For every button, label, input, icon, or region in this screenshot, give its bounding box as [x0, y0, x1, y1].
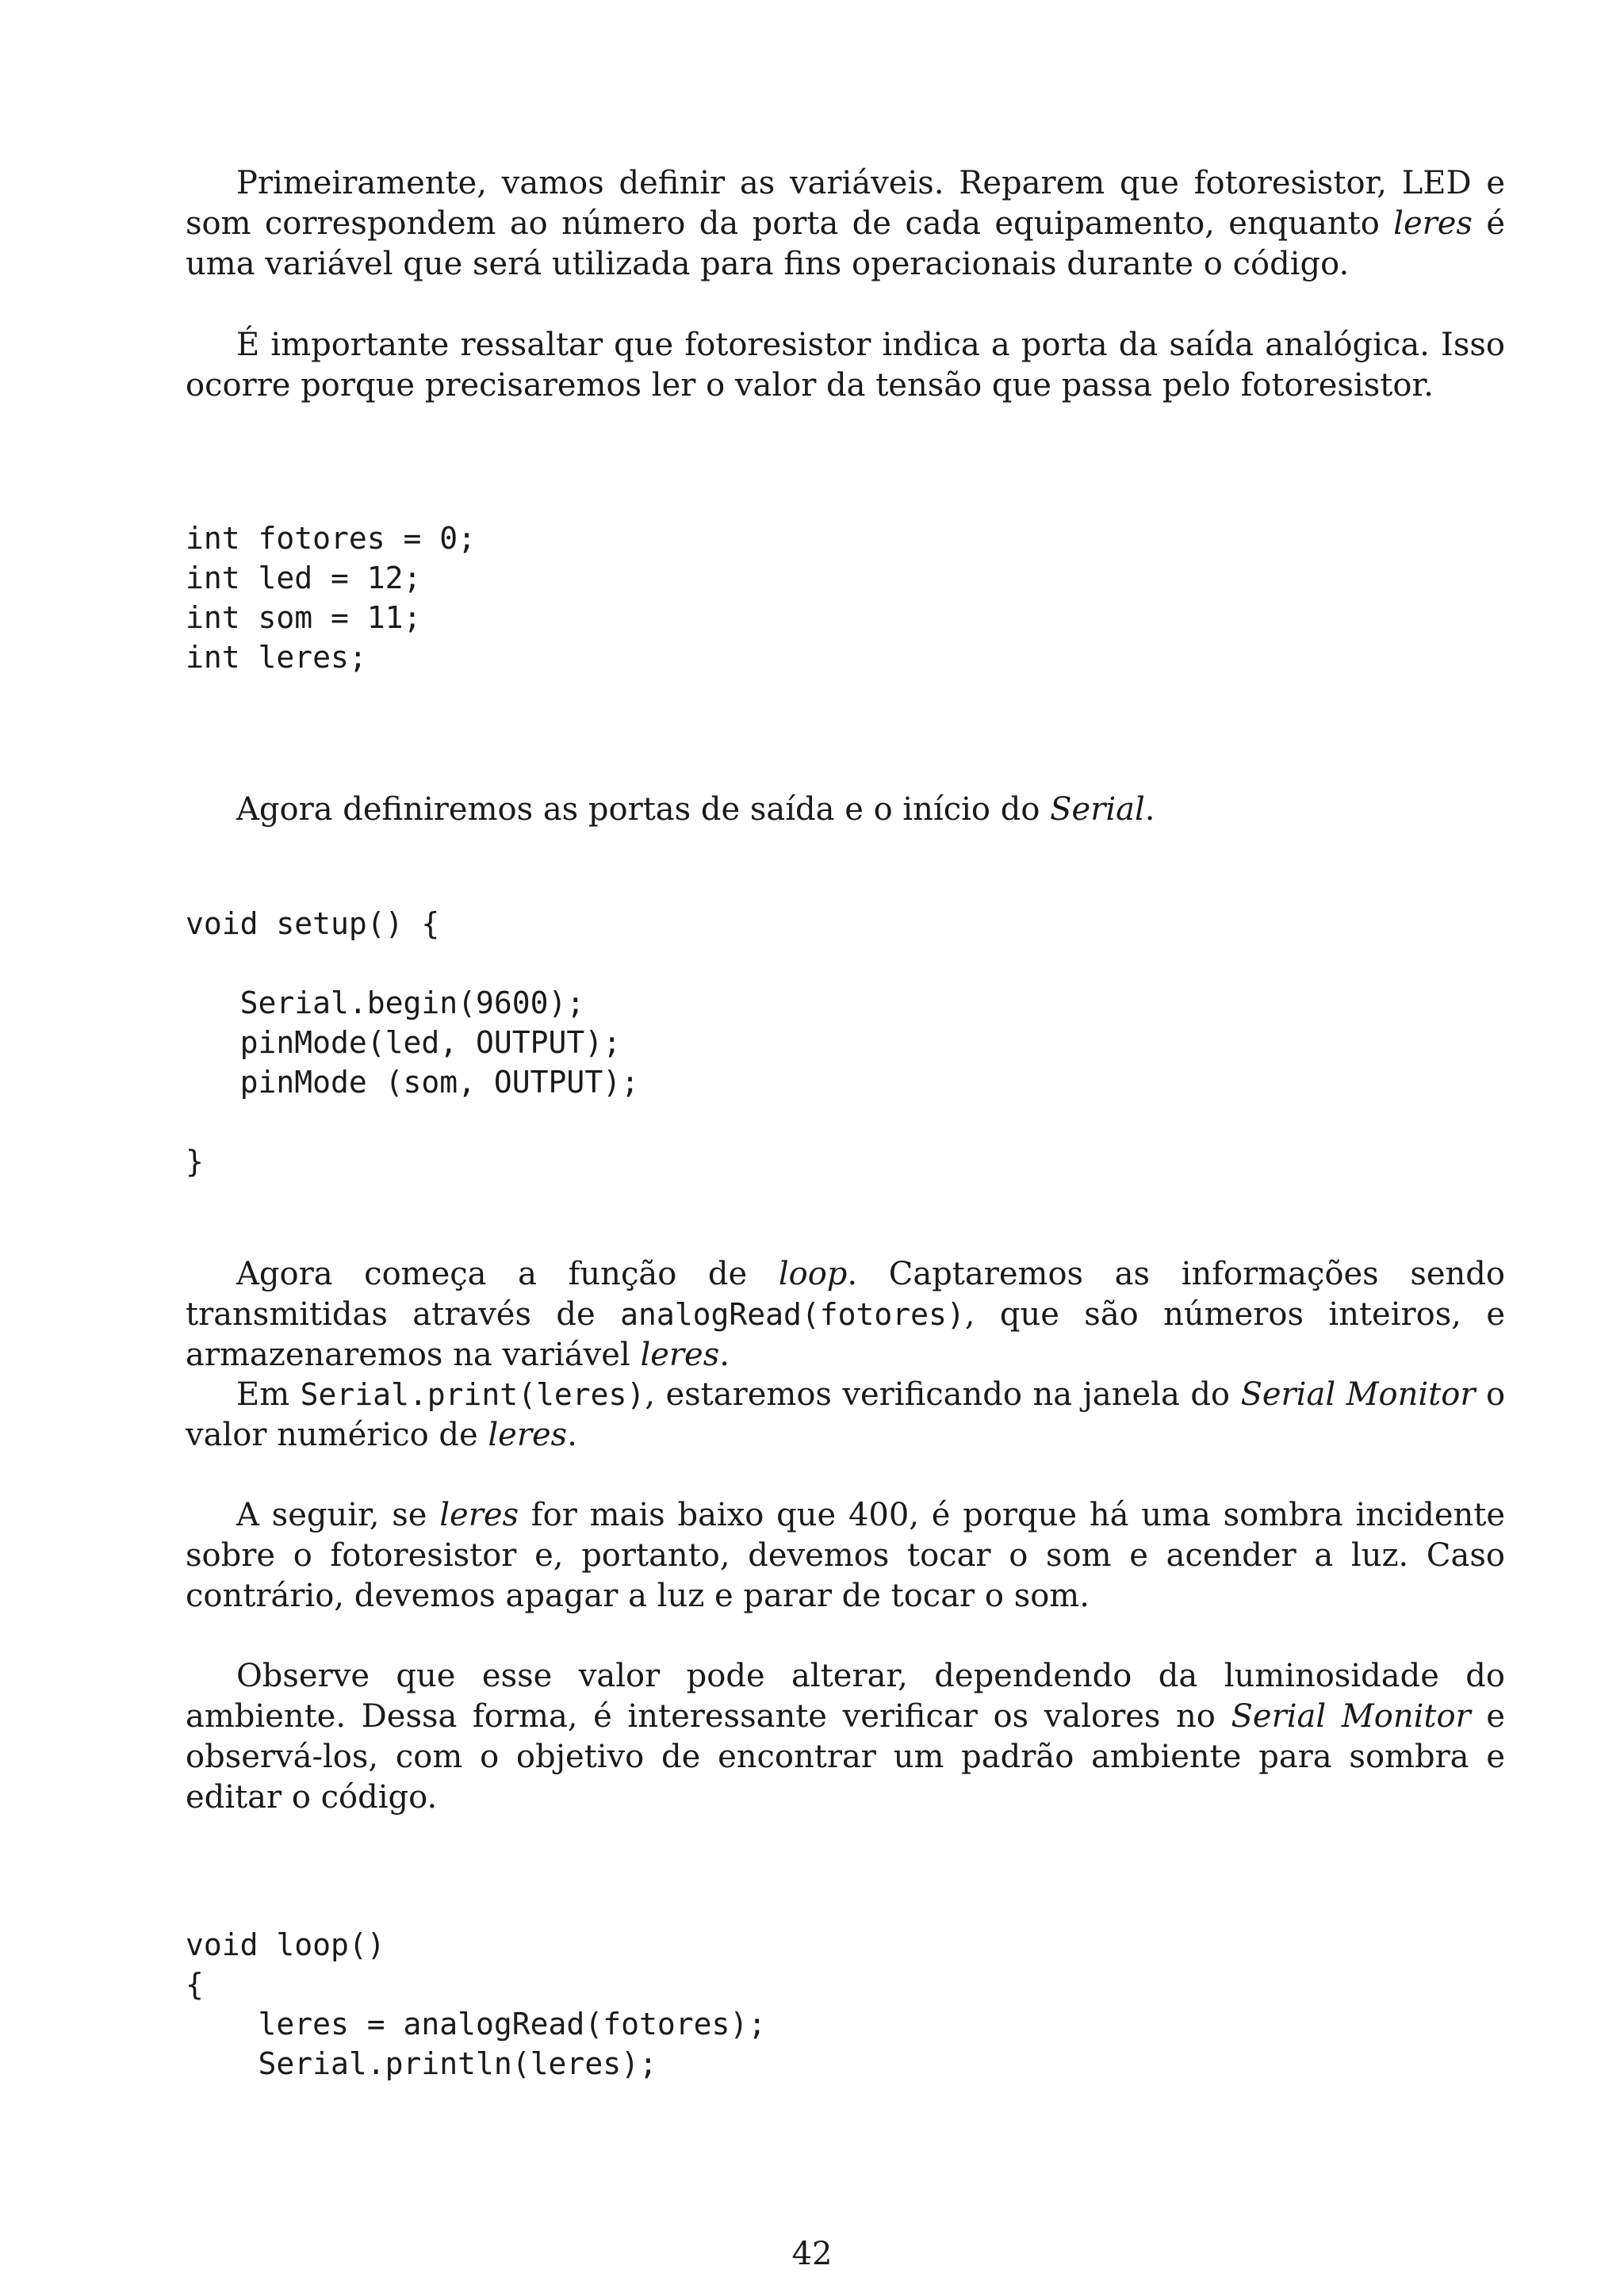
- text: .: [567, 1417, 577, 1453]
- paragraph-observe: [186, 1656, 1505, 1818]
- code-block-setup: void setup() { Serial.begin(9600); pinMode(led, OUTPUT); pinMode (som, OUTPUT); }: [186, 906, 639, 1179]
- inline-code: analogRead(fotores): [620, 1297, 965, 1332]
- code-block-loop: void loop() { leres = analogRead(fotores); Serial.println(leres);: [186, 1927, 767, 2081]
- emphasis: Serial: [1050, 791, 1145, 828]
- text: Primeiramente, vamos definir as variáveis. Reparem que fotoresistor, LED e som correspondem ao número da porta de cada equipamento, enquanto: [186, 165, 1505, 242]
- text: for mais baixo que 400, é porque há uma sombra incidente sobre o fotoresistor e, portanto, devemos tocar o som e acender a luz. Caso contrário, devemos apagar a luz e parar de tocar o som.: [186, 1497, 1506, 1614]
- text: é uma variável que será utilizada para fins operacionais durante o código.: [186, 205, 1505, 282]
- paragraph-setup-intro: [186, 790, 1505, 830]
- emphasis: leres: [640, 1337, 720, 1373]
- text: Observe que esse valor pode alterar, dependendo da luminosidade do ambiente. Dessa forma, é interessante verificar os valores no: [186, 1658, 1505, 1735]
- text: É importante ressaltar que fotoresistor indica a porta da saída analógica. Isso ocorre porque precisaremos ler o valor da tensão que passa pelo fotoresistor.: [186, 327, 1505, 404]
- text: e observá-los, com o objetivo de encontrar um padrão ambiente para sombra e editar o código.: [186, 1698, 1506, 1816]
- paragraph-loop-intro: [186, 1254, 1505, 1376]
- inline-code: Serial.print(leres): [300, 1377, 645, 1412]
- paragraph-serial-print: [186, 1375, 1505, 1456]
- page-number: 42: [791, 2236, 833, 2272]
- paragraph-analog-port: [186, 325, 1505, 406]
- emphasis: leres: [1393, 205, 1473, 242]
- text: .: [719, 1337, 730, 1373]
- text: . Captaremos as informações sendo transmitidas através de: [186, 1256, 1505, 1333]
- emphasis: leres: [439, 1497, 519, 1533]
- code-block-variables: int fotores = 0; int led = 12; int som = 11; int leres;: [186, 521, 477, 675]
- text: Em: [236, 1376, 301, 1413]
- text: A seguir, se: [236, 1497, 440, 1533]
- emphasis: loop: [778, 1256, 848, 1292]
- emphasis: leres: [488, 1417, 568, 1453]
- text: Agora começa a função de: [236, 1256, 779, 1292]
- text: Agora definiremos as portas de saída e o início do: [236, 791, 1051, 828]
- emphasis: Serial Monitor: [1231, 1698, 1471, 1735]
- paragraph-threshold: [186, 1495, 1505, 1617]
- text: .: [1144, 791, 1155, 828]
- text: o valor numérico de: [186, 1376, 1506, 1453]
- text: , que são números inteiros, e armazenaremos na variável: [186, 1296, 1505, 1373]
- emphasis: Serial Monitor: [1240, 1376, 1476, 1413]
- paragraph-variables-intro: [186, 163, 1505, 285]
- text: , estaremos verificando na janela do: [645, 1376, 1241, 1413]
